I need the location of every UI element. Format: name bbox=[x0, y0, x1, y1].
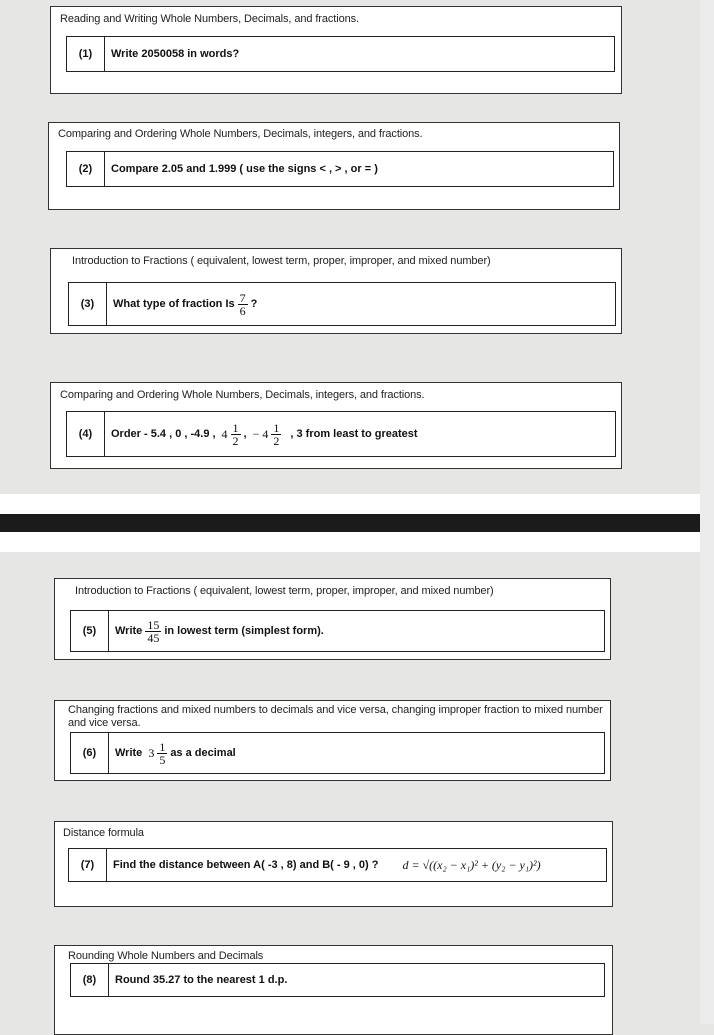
question-text bbox=[105, 422, 418, 447]
question-number: (4) bbox=[67, 412, 105, 456]
question-number: (1) bbox=[67, 37, 105, 71]
question-number: (7) bbox=[69, 849, 107, 881]
fraction bbox=[157, 741, 167, 766]
separator: , bbox=[243, 428, 247, 440]
topic-heading: Changing fractions and mixed numbers to decimals and vice versa, changing improper fraction to mixed number and vice versa. bbox=[68, 704, 603, 729]
question-text-before: What type of fraction Is bbox=[113, 298, 235, 310]
question-text-after: ? bbox=[250, 298, 258, 310]
page-gap bbox=[0, 532, 700, 552]
fraction bbox=[271, 422, 281, 447]
question-row bbox=[70, 963, 605, 997]
page-gap bbox=[0, 494, 700, 514]
mixed-number bbox=[148, 741, 170, 766]
fraction-denominator: 2 bbox=[232, 433, 239, 448]
fraction-numerator: 7 bbox=[239, 290, 246, 305]
question-row bbox=[66, 411, 616, 457]
scroll-edge bbox=[700, 0, 714, 1024]
fraction-numerator: 1 bbox=[159, 739, 166, 754]
topic-heading: Introduction to Fractions ( equivalent, lowest term, proper, improper, and mixed number) bbox=[72, 255, 491, 267]
mixed-whole: − 4 bbox=[252, 426, 269, 441]
fraction bbox=[145, 619, 161, 644]
fraction bbox=[231, 422, 241, 447]
mixed-whole: 3 bbox=[148, 745, 155, 760]
question-text: Write 2050058 in words? bbox=[111, 48, 240, 60]
question-row bbox=[68, 282, 616, 326]
question-number: (5) bbox=[71, 611, 109, 651]
question-card-8 bbox=[54, 945, 613, 1035]
topic-heading: Reading and Writing Whole Numbers, Decimals, and fractions. bbox=[60, 13, 359, 25]
fraction-numerator: 1 bbox=[273, 420, 280, 435]
question-text-before: Order - 5.4 , 0 , -4.9 , bbox=[111, 428, 216, 440]
fraction-denominator: 6 bbox=[239, 303, 246, 318]
question-card-5 bbox=[54, 578, 611, 660]
question-row bbox=[66, 36, 615, 72]
question-number: (8) bbox=[71, 964, 109, 996]
fraction bbox=[238, 292, 248, 317]
question-text bbox=[107, 858, 541, 873]
question-text-after: in lowest term (simplest form). bbox=[164, 625, 324, 637]
mixed-number bbox=[253, 422, 285, 447]
question-row bbox=[70, 732, 605, 774]
question-text: Compare 2.05 and 1.999 ( use the signs < , > , or = ) bbox=[111, 163, 378, 175]
question-card-3 bbox=[50, 248, 622, 334]
question-number: (6) bbox=[71, 733, 109, 773]
question-text-after: as a decimal bbox=[170, 747, 236, 759]
topic-heading: Distance formula bbox=[63, 827, 144, 839]
distance-formula: d = √((x₂ − x₁)² + (y₂ − y₁)²) bbox=[402, 857, 541, 872]
mixed-number bbox=[222, 422, 244, 447]
question-text bbox=[107, 292, 257, 317]
question-text bbox=[109, 741, 236, 766]
question-card-4 bbox=[50, 382, 622, 469]
question-text-before: Write bbox=[115, 747, 143, 759]
fraction-denominator: 5 bbox=[159, 752, 166, 767]
question-number: (2) bbox=[67, 152, 105, 186]
mixed-whole: 4 bbox=[221, 426, 228, 441]
fraction-numerator: 1 bbox=[232, 420, 239, 435]
question-number: (3) bbox=[69, 283, 107, 325]
question-row bbox=[66, 151, 614, 187]
question-row bbox=[68, 848, 607, 882]
page-separator bbox=[0, 514, 700, 532]
topic-heading: Comparing and Ordering Whole Numbers, Decimals, integers, and fractions. bbox=[60, 389, 425, 401]
question-text-after: , 3 from least to greatest bbox=[290, 428, 418, 440]
topic-heading: Introduction to Fractions ( equivalent, lowest term, proper, improper, and mixed number) bbox=[75, 585, 494, 597]
question-row bbox=[70, 610, 605, 652]
topic-heading: Comparing and Ordering Whole Numbers, Decimals, integers, and fractions. bbox=[58, 128, 423, 140]
question-text: Round 35.27 to the nearest 1 d.p. bbox=[115, 974, 288, 986]
question-card-2 bbox=[48, 122, 620, 210]
question-card-7 bbox=[54, 821, 613, 907]
question-text-before: Write bbox=[115, 625, 143, 637]
fraction-denominator: 45 bbox=[147, 630, 160, 645]
question-prompt: Find the distance between A( -3 , 8) and B( - 9 , 0) ? bbox=[113, 859, 379, 871]
fraction-numerator: 15 bbox=[147, 617, 160, 632]
question-card-6 bbox=[54, 700, 611, 781]
question-text bbox=[109, 619, 324, 644]
topic-heading: Rounding Whole Numbers and Decimals bbox=[68, 950, 264, 962]
fraction-denominator: 2 bbox=[273, 433, 280, 448]
question-card-1 bbox=[50, 6, 622, 94]
